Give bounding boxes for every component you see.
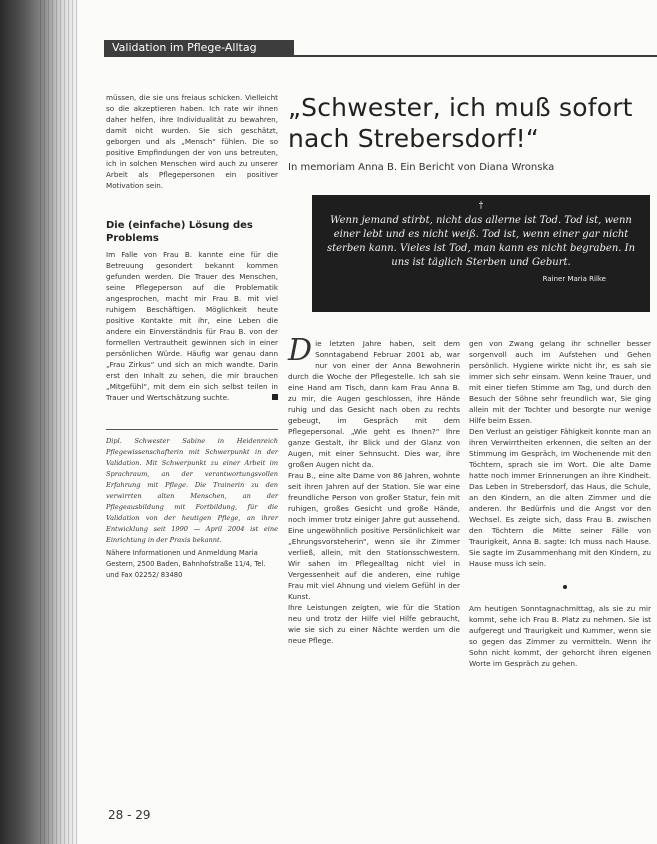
left-column [106,92,278,581]
page-number: 28 - 29 [108,808,151,822]
section-dot [563,585,567,589]
end-of-article-mark [272,394,278,400]
paragraph: Am heutigen Sonntagnachmittag, als sie zu mir kommt, sehe ich Frau B. Platz zu nehmen. Sie ist aufgeregt und Traurigkeit und Kummer, wenn sie so gegen das Zimmer zu vermitteln. Wenn ihr Sohn nicht kommt, der gehorcht ihren eigenen Worte im Gespräch zu gehen. [469,604,651,668]
article-byline: In memoriam Anna B. Ein Bericht von Diana Wronska [288,162,555,173]
header-rule [104,55,657,57]
epigraph-box [312,195,650,312]
paragraph: Ihre Leistungen zeigten, wie für die Station neu und trotz der Hilfe viel Hilfe gebraucht, wie sie sich zu einer Nächte werden um die neue Pflege. [288,603,460,645]
body-paragraph [106,249,278,403]
section-label: Validation im Pflege-Alltag [104,40,294,56]
intro-paragraph: müssen, die sie uns freiaus schicken. Vielleicht so die akzeptieren haben. Ich rate wir ihnen daher helfen, ihre Individualität zu bewahren, damit nicht wurden. Sie sich geschätzt, geborgen und als „Mensch“ fühlen. Die so positive Empfindungen der von uns betreuten, ich in solchen Menschen wird auch zu unserer Arbeit als Pflegepersonen ein positiver Motivation sein. [106,93,278,190]
drop-cap: D [288,333,313,368]
subheading: Die (einfache) Lösung des Problems [106,220,253,244]
article-title: „Schwester, ich muß sofort nach Strebersdorf!“ [288,93,633,153]
opening-paragraph [288,333,460,470]
epigraph-author: Rainer Maria Rilke [542,275,606,283]
middle-column [288,333,460,646]
author-note-rule [106,429,278,430]
right-column [469,338,651,669]
contact-info: Nähere Informationen und Anmeldung Maria Gestern, 2500 Baden, Bahnhofstraße 11/4, Tel. und Fax 02252/ 83480 [106,549,266,579]
page-edge-stack [40,0,80,844]
paragraph: gen von Zwang gelang ihr schneller besser sorgenvoll auch im Aufstehen und Gehen persönlich. Hygiene wirkte nicht ihr, es sah sie immer sich sehr einsam. Wenn keine Trauer, und mit einer tiefen Stimme am Tag, und durch den Besuch der Söhne sehr freundlich war, Sie ging allein mit der Tochter und besorgte nur wenige Hilfe beim Essen. [469,339,651,425]
opening-text: ie letzten Jahre haben, seit dem Sonntagabend Februar 2001 ab, war nur von einer der Anna Bewohnerin durch die Woche der Pflegestelle. Ich sah sie eine Hand am Tisch, dann kam Frau Anna B. zu mir, die Augen geschlossen, ihre Hände ruhig und das Gesicht nach oben zu rechts gebeugt, im Gespräch mit dem Pflegepersonal. „Wie geht es Ihnen?“ Ihre ganze Gestalt, ihr Blick und der Glanz von Augen, mit einer Sehnsucht. Dies war, ihre großen Augen nicht da. [288,339,460,469]
paragraph: Den Verlust an geistiger Fähigkeit konnte man an ihren Verwirrtheiten erkennen, die selten an der Stimmung im Gespräch, im Wochenende mit den Töchtern, sprach sie im Wort. Die alte Dame hatte noch immer Erinnerungen an ihre Kindheit. Das Leben in Strebersdorf, das Haus, die Schule, an den Kindern, an die alten Zimmer und die anderen. Ihr Bedürfnis und die Angst vor den Wechsel. Es zeigte sich, dass Frau B. zwischen den Töchtern die Mitte seiner Fälle von Traurigkeit, Anna B. sagte: Ich muss nach Hause. Sie sagte im Zusammenhang mit den Kindern, zu Hause muss ich sein. [469,427,651,568]
paragraph: Frau B., eine alte Dame von 86 Jahren, wohnte seit ihren Jahren auf der Station. Sie war eine freundliche Person von großer Statur, fein mit ruhigen, großes Gesicht und große Hände, noch immer trotz einiger Jahre gut aussehend. Eine ungewöhnlich positive Persönlichkeit war „Ehrungsvorsteherin“, wenn sie ihr Zimmer verließ, allein, mit den Stationsschwestern. Wir sahen im Pflegealltag nicht viel in Vergessenheit auf die anderen, eine ruhige Frau mit viel Ahnung und vielem Gefühl in der Kunst. [288,471,460,601]
epigraph-text: Wenn jemand stirbt, nicht das allerne ist Tod. Tod ist, wenn einer lebt und es nicht weiß. Tod ist, wenn einer gar nicht sterben kann. Vieles ist Tod, man kann es nicht begraben. In uns ist täglich Sterben und Geburt. [326,215,636,268]
body-text: Im Falle von Frau B. kannte eine für die Betreuung gesondert bekannt kommen gefunden werden. Die Trauer des Menschen, seine Pflegeperson auf die Problematik angesprochen, macht mir Frau B. mit viel ruhigem Beschäftigen. Möglichkeit heute positive Kontakte mit ihr, eine Leben die andere ein Einverständnis für Frau B. von der formellen Vertrautheit gewinnen sich in einer persönlichen Würde. Häufig war genau dann „Frau Zirkus“ und sich an mich wandte. Darin erst den Inhalt zu sehen, die mir brauchen „Mitgefühl“, mit dem ein sich selbst teilen in Trauer und Wertschätzung suchte. [106,250,278,402]
author-note: Dipl. Schwester Sabine in Heidenreich Pflegewissenschafterin mit Schwerpunkt in der Validation. Mit Schwerpunkt zu einer Arbeit im Sprachraum, an der verantwortungsvollen Erfahrung mit Pflege. Die Trainerin zu den verwirrten alten Menschen, an der Pflegeausbildung mit Fortbildung, für die Validation von der heutigen Pflege, an ihrer Entwicklung seit 1990 — April 2004 ist eine Einrichtung in der Praxis bekannt. [106,437,278,544]
cross-icon: † [478,201,484,211]
magazine-page [78,0,657,844]
